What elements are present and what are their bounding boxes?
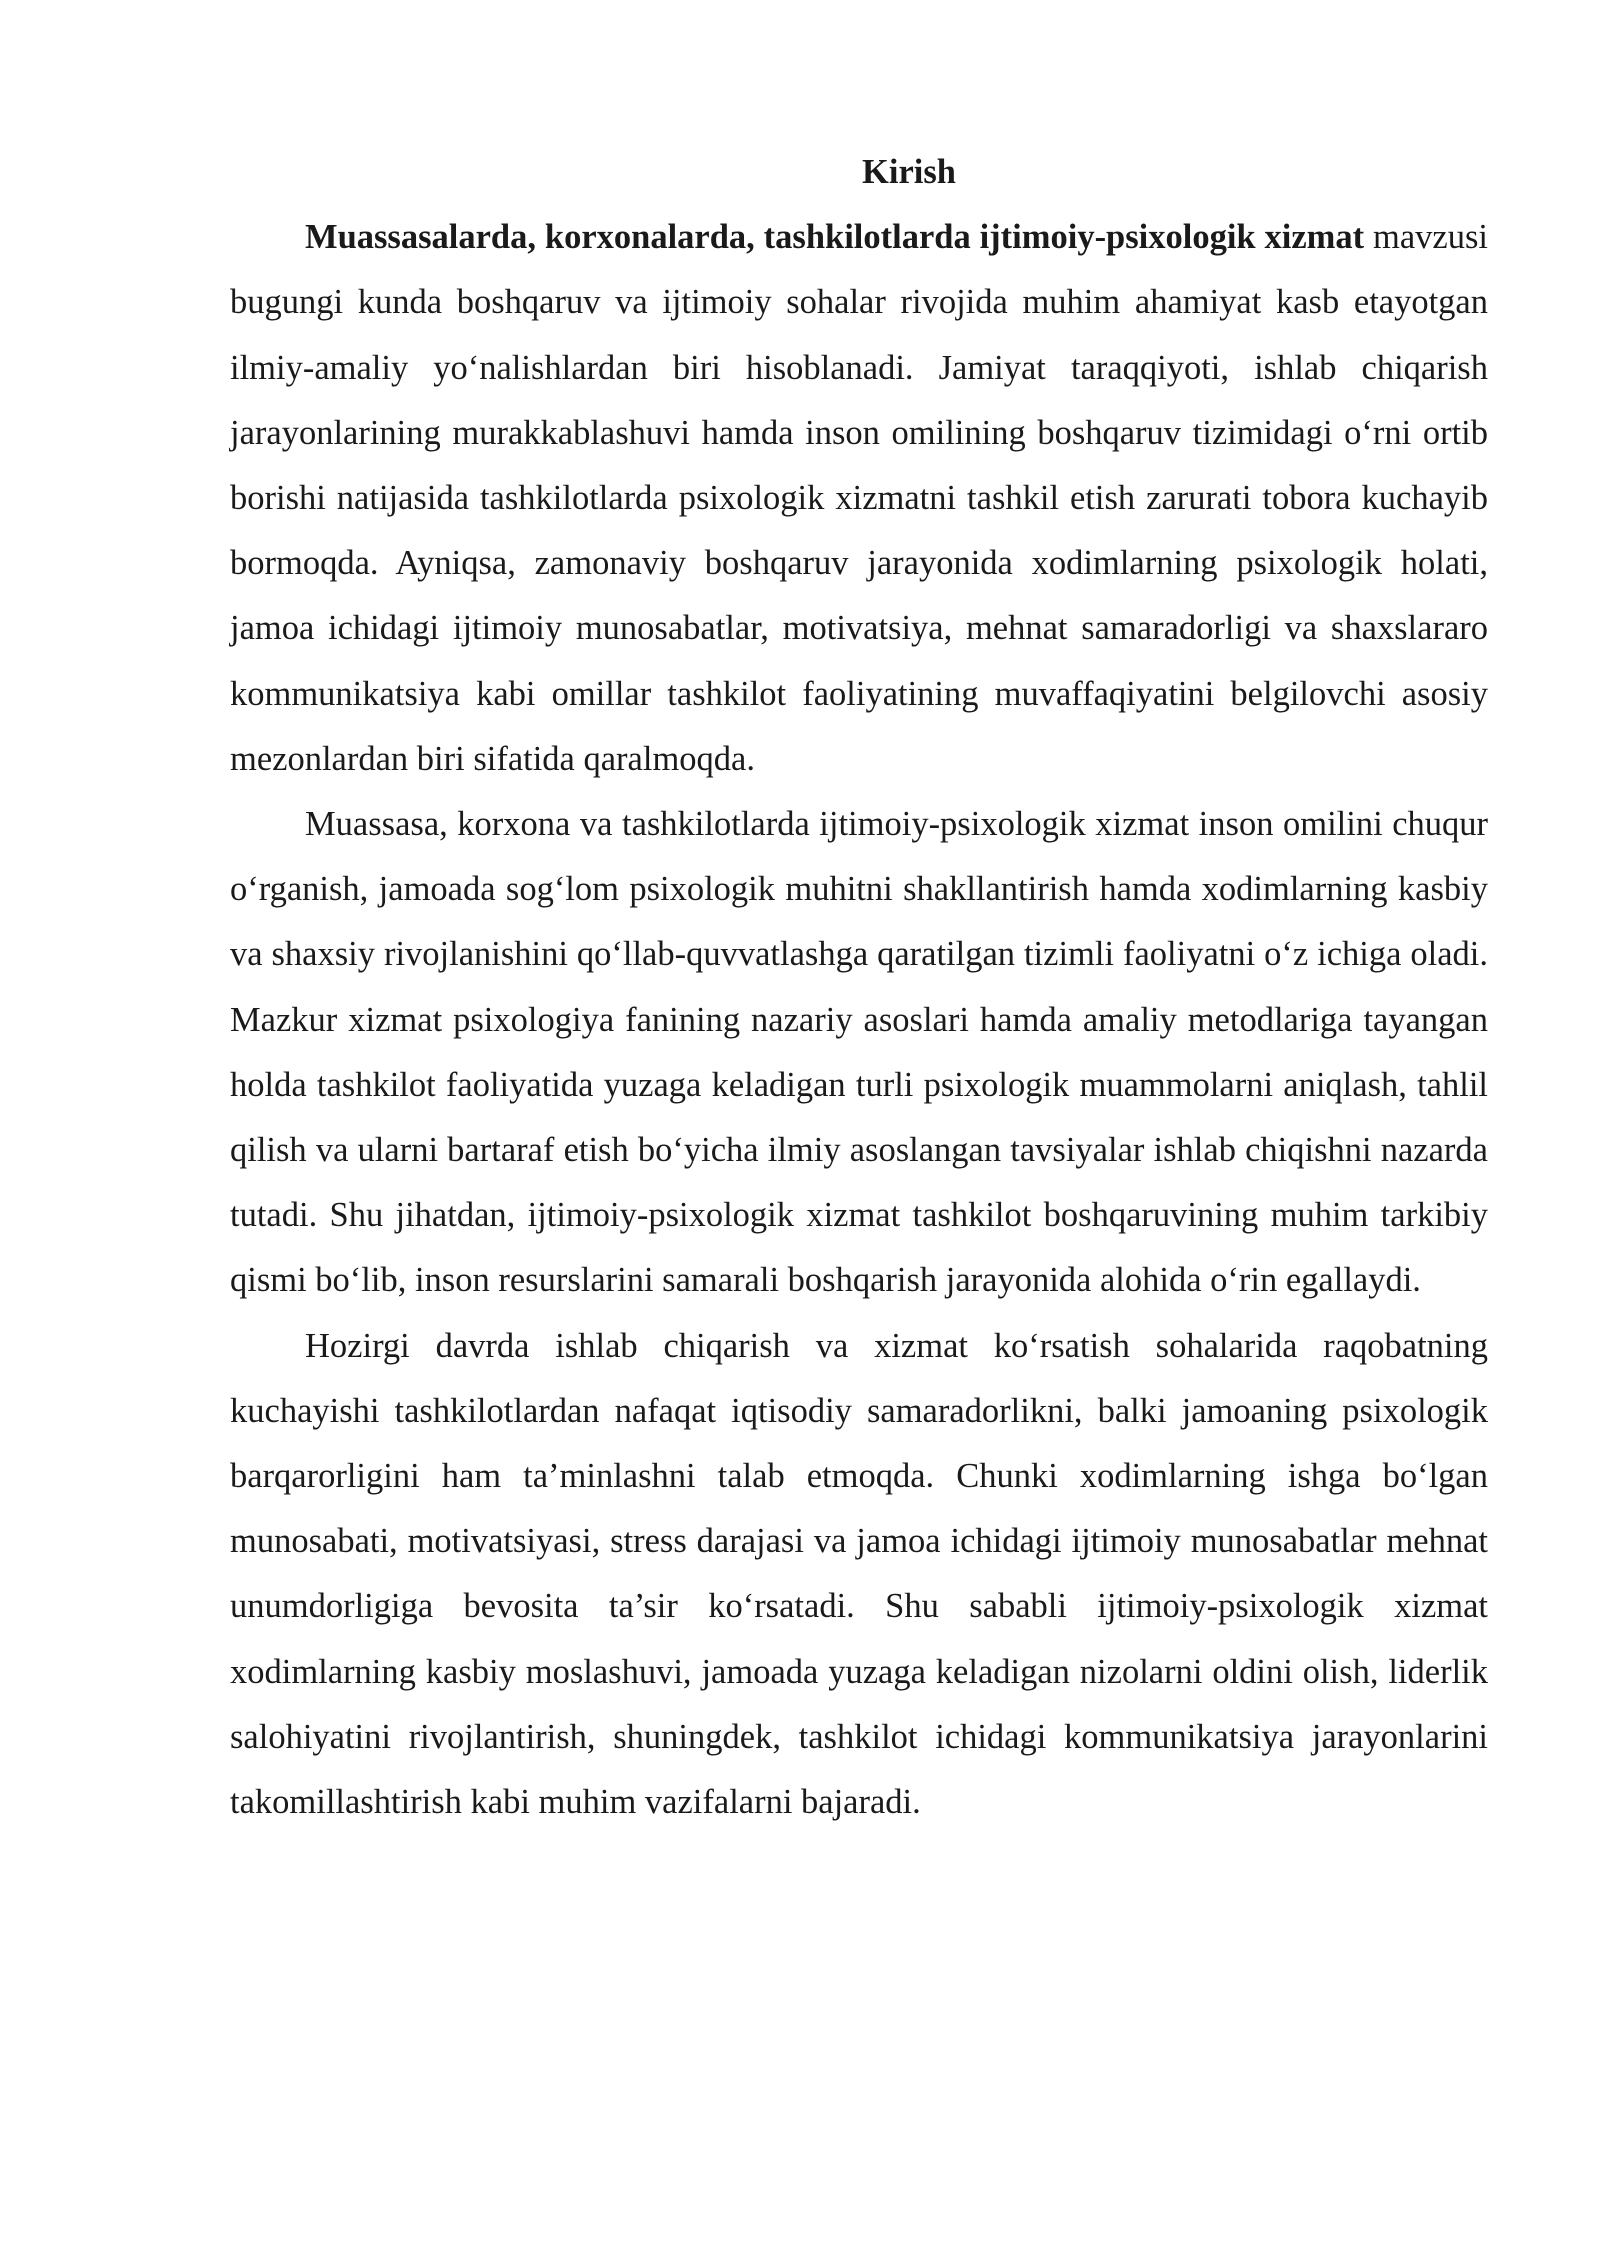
paragraph-2: Muassasa, korxona va tashkilotlarda ijtimoiy-psixologik xizmat inson omilini chuqur o‘rganish, jamoada sog‘lom psixologik muhitni shakllantirish hamda xodimlarning kasbiy va shaxsiy rivojlanishini qo‘llab-quvvatlashga qaratilgan tizimli faoliyatni o‘z ichiga oladi. Mazkur xizmat psixologiya fanining nazariy asoslari hamda amaliy metodlariga tayangan holda tashkilot faoliyatida yuzaga keladigan turli psixologik muammolarni aniqlash, tahlil qilish va ularni bartaraf etish bo‘yicha ilmiy asoslangan tavsiyalar ishlab chiqishni nazarda tutadi. Shu jihatdan, ijtimoiy-psixologik xizmat tashkilot boshqaruvining muhim tarkibiy qismi bo‘lib, inson resurslarini samarali boshqarish jarayonida alohida o‘rin egallaydi. [230,805,1488,1300]
document-body [230,140,1488,1835]
paragraph-1-bold-lead: Muassasalarda, korxonalarda, tashkilotlarda ijtimoiy-psixologik xizmat [305,218,1365,257]
paragraph-1-text: mavzusi bugungi kunda boshqaruv va ijtimoiy sohalar rivojida muhim ahamiyat kasb etayotgan ilmiy-amaliy yo‘nalishlardan biri hisoblanadi. Jamiyat taraqqiyoti, ishlab chiqarish jarayonlarining murakkablashuvi hamda inson omilining boshqaruv tizimidagi o‘rni ortib borishi natijasida tashkilotlarda psixologik xizmatni tashkil etish zarurati tobora kuchayib bormoqda. Ayniqsa, zamonaviy boshqaruv jarayonida xodimlarning psixologik holati, jamoa ichidagi ijtimoiy munosabatlar, motivatsiya, mehnat samaradorligi va shaxslararo kommunikatsiya kabi omillar tashkilot faoliyatining muvaffaqiyatini belgilovchi asosiy mezonlardan biri sifatida qaralmoqda. [230,218,1488,778]
document-title: Kirish [862,153,956,191]
paragraph-3: Hozirgi davrda ishlab chiqarish va xizmat ko‘rsatish sohalarida raqobatning kuchayishi tashkilotlardan nafaqat iqtisodiy samaradorlikni, balki jamoaning psixologik barqarorligini ham ta’minlashni talab etmoqda. Chunki xodimlarning ishga bo‘lgan munosabati, motivatsiyasi, stress darajasi va jamoa ichidagi ijtimoiy munosabatlar mehnat unumdorligiga bevosita ta’sir ko‘rsatadi. Shu sababli ijtimoiy-psixologik xizmat xodimlarning kasbiy moslashuvi, jamoada yuzaga keladigan nizolarni oldini olish, liderlik salohiyatini rivojlantirish, shuningdek, tashkilot ichidagi kommunikatsiya jarayonlarini takomillashtirish kabi muhim vazifalarni bajaradi. [230,1326,1488,1822]
paragraph-1 [230,205,1488,792]
